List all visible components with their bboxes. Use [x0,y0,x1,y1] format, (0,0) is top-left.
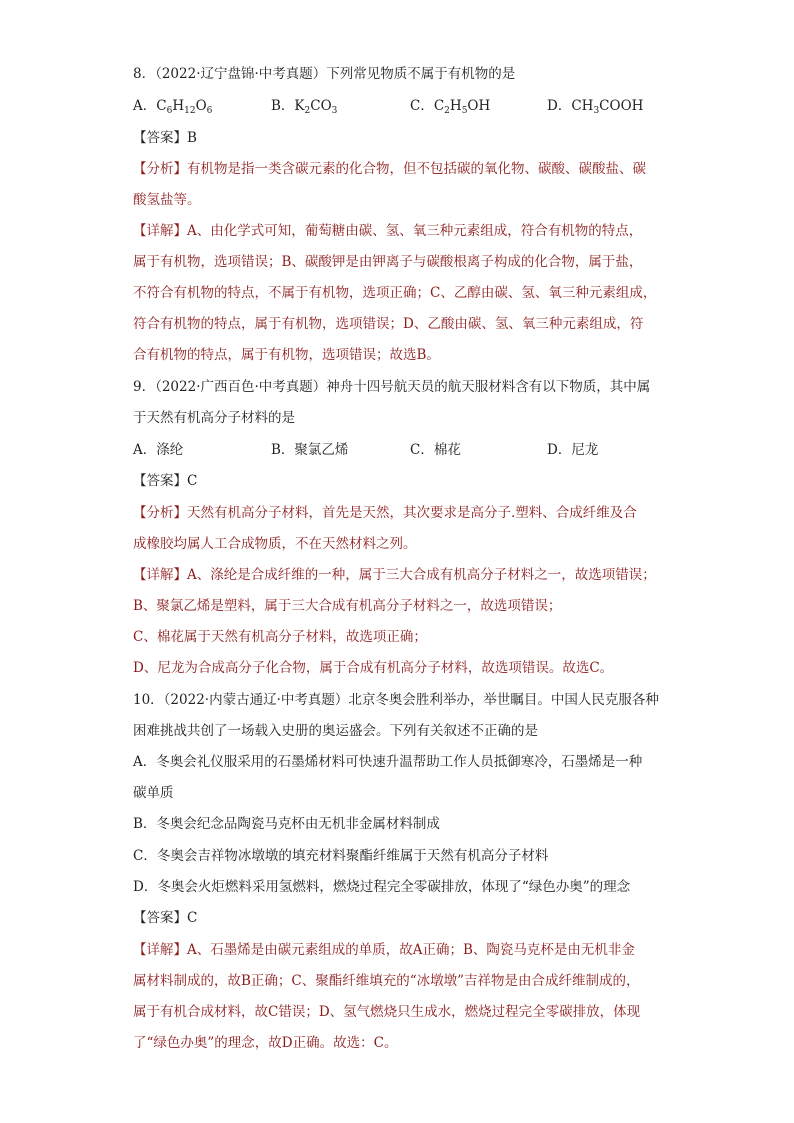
q10-option-d: D．冬奥会火炬燃料采用氢燃料，燃烧过程完全零碳排放，体现了“绿色办奥”的理念 [133,879,631,895]
q8-detail-line-2: 属于有机物，选项错误；B、碳酸钾是由钾离子与碳酸根离子构成的化合物，属于盐， [133,254,643,270]
analysis-tag: 【分析】 [133,505,187,521]
q9-option-d: D．尼龙 [547,442,599,458]
q9-option-b: B．聚氯乙烯 [271,442,349,458]
q8-stem: 8．（2022·辽宁盘锦·中考真题）下列常见物质不属于有机物的是 [133,66,516,82]
q10-stem-line-2: 困难挑战共创了一场载入史册的奥运盛会。下列有关叙述不正确的是 [133,723,538,739]
q9-detail-line-2: B、聚氯乙烯是塑料，属于三大合成有机高分子材料之一，故选项错误； [133,598,562,614]
q8-detail-line-5: 合有机物的特点，属于有机物，选项错误；故选B。 [133,347,440,363]
q9-option-a: A．涤纶 [133,442,184,458]
q8-detail-line-4: 符合有机物的特点，属于有机物，选项错误；D、乙酸由碳、氢、氧三种元素组成，符 [133,316,644,332]
q10-option-a-line-1: A．冬奥会礼仪服采用的石墨烯材料可快速升温帮助工作人员抵御寒冷，石墨烯是一种 [133,754,643,770]
q8-answer: 【答案】B [133,130,197,146]
q8-analysis-line-1: 【分析】有机物是指一类含碳元素的化合物，但不包括碳的氧化物、碳酸、碳酸盐、碳 [133,161,646,177]
q9-detail-line-3: C、棉花属于天然有机高分子材料，故选项正确； [133,629,427,645]
q9-answer: 【答案】C [133,473,198,489]
q9-options [133,440,693,460]
q8-analysis-line-2: 酸氢盐等。 [133,192,201,208]
detail-tag: 【详解】 [133,567,187,583]
detail-tag: 【详解】 [133,223,187,239]
q8-detail-line-3: 不符合有机物的特点，不属于有机物，选项正确；C、乙醇由碳、氢、氧三种元素组成， [133,285,657,301]
q8-option-c: C．$C_2H_5OH$ [410,98,491,116]
q10-option-a-line-2: 碳单质 [133,785,174,801]
q10-detail-line-4: 了“绿色办奥”的理念，故D正确。故选：C。 [133,1035,398,1051]
q8-options [133,96,693,116]
q10-stem-line-1: 10．（2022·内蒙古通辽·中考真题）北京冬奥会胜利举办，举世瞩目。中国人民克服各种 [133,692,659,708]
q9-option-c: C．棉花 [410,442,461,458]
q9-analysis-line-2: 成橡胶均属人工合成物质，不在天然材料之列。 [133,536,417,552]
q9-analysis-line-1: 【分析】天然有机高分子材料，首先是天然，其次要求是高分子.塑料、合成纤维及合 [133,505,637,521]
q10-option-c: C．冬奥会吉祥物冰墩墩的填充材料聚酯纤维属于天然有机高分子材料 [133,848,549,864]
q9-stem-line-2: 于天然有机高分子材料的是 [133,410,295,426]
q8-option-b: B．$K_2CO_3$ [271,98,338,116]
q10-option-b: B．冬奥会纪念品陶瓷马克杯由无机非金属材料制成 [133,816,440,832]
analysis-tag: 【分析】 [133,161,187,177]
q9-detail-line-1: 【详解】A、涤纶是合成纤维的一种，属于三大合成有机高分子材料之一，故选项错误； [133,567,656,583]
q10-detail-line-1: 【详解】A、石墨烯是由碳元素组成的单质，故A正确；B、陶瓷马克杯是由无机非金 [133,942,635,958]
q10-detail-line-3: 属于有机合成材料，故C错误；D、氢气燃烧只生成水，燃烧过程完全零碳排放，体现 [133,1004,641,1020]
q9-stem-line-1: 9．（2022·广西百色·中考真题）神舟十四号航天员的航天服材料含有以下物质，其中属 [133,379,651,395]
q8-detail-line-1: 【详解】A、由化学式可知，葡萄糖由碳、氢、氧三种元素组成，符合有机物的特点， [133,223,643,239]
detail-tag: 【详解】 [133,942,187,958]
q9-detail-line-4: D、尼龙为合成高分子化合物，属于合成有机高分子材料，故选项错误。故选C。 [133,660,614,676]
q10-answer: 【答案】C [133,910,198,926]
q8-option-d: D．$CH_3COOH$ [547,98,644,116]
q10-detail-line-2: 属材料制成的，故B正确；C、聚酯纤维填充的“冰墩墩”吉祥物是由合成纤维制成的， [133,973,640,989]
q8-option-a: A．$C_6H_{12}O_6$ [133,98,213,116]
